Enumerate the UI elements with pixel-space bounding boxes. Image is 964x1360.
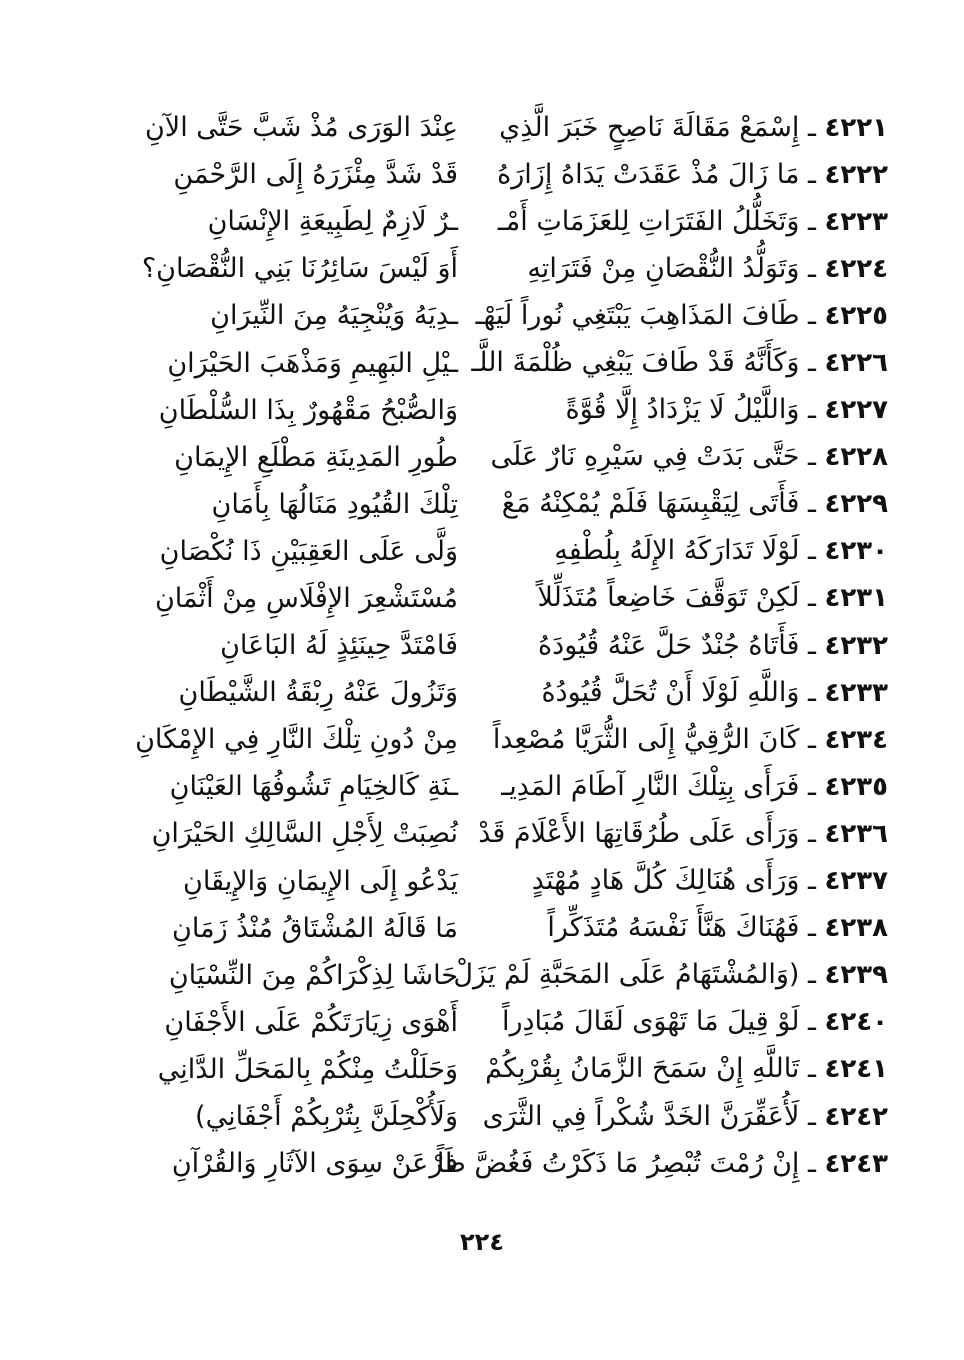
second-hemistich: ـدِيَهُ وَيُنْجِيَهُ مِنَ النِّيرَانِ [210,300,458,332]
verse-separator: ـ [799,770,825,802]
first-hemistich [500,386,888,434]
verse-row [92,669,888,716]
verse-number: ٤٢٢١ [824,112,888,143]
second-hemistich: قَدْ شَدَّ مِئْزَرَهُ إِلَى الرَّحْمَنِ [173,159,458,191]
first-hemistich-text: وَرَأَى عَلَى طُرُقَاتِهَا الأَعْلَامَ قَدْ [478,817,800,849]
first-hemistich [500,527,888,575]
first-hemistich-text: وَاللَّهِ لَوْلَا أَنْ تُحَلَّ قُيُودُهُ [541,676,800,708]
first-hemistich [492,716,888,764]
first-hemistich-text: فَأَتَى لِيَقْبِسَهَا فَلَمْ يُمْكِنْهُ مَعْ [501,488,800,520]
verse-number: ٤٢٣٠ [824,536,888,567]
verse-number: ٤٢٣٥ [824,771,888,802]
verse-number: ٤٢٢٢ [824,159,888,190]
first-hemistich [485,1045,888,1093]
first-hemistich-text: وَاللَّيْلُ لَا يَزْدَادُ إِلَّا قُوَّةً [565,394,800,426]
verse-number: ٤٢٤١ [824,1054,888,1085]
verse-number: ٤٢٤٢ [824,1101,888,1132]
first-hemistich-text: فَرَأَى بِتِلْكَ النَّارِ آطَامَ المَدِيـ [501,770,800,802]
verse-separator: ـ [799,111,825,143]
second-hemistich: فَامْتَدَّ حِينَئِذٍ لَهُ البَاعَانِ [220,630,458,662]
verse-number: ٤٢٣١ [824,583,888,614]
verse-row [92,716,888,763]
second-hemistich: وَلَأُكْحِلَنَّ بِتُرْبِكُمْ أَجْفَانِي) [195,1101,458,1133]
verse-separator: ـ [799,723,825,755]
first-hemistich [500,857,888,905]
second-hemistich: ـيْلِ البَهِيمِ وَمَذْهَبَ الحَيْرَانِ [167,347,458,379]
first-hemistich [482,1093,888,1141]
verse-separator: ـ [799,299,825,331]
second-hemistich: حَاشَا لِذِكْرَاكُمْ مِنَ النِّسْيَانِ [168,959,458,991]
first-hemistich [478,810,888,858]
verse-separator: ـ [799,394,825,426]
second-hemistich: مَا قَالَهُ المُشْتَاقُ مُنْذُ زَمَانِ [172,912,458,944]
verse-row [92,763,888,810]
verse-row [92,1046,888,1093]
verse-row [92,528,888,575]
verse-separator: ـ [799,252,825,284]
first-hemistich-text: لَوْ قِيلَ مَا تَهْوَى لَقَالَ مُبَادِراً [501,1006,800,1038]
verse-separator: ـ [799,959,825,991]
verse-separator: ـ [799,817,825,849]
verse-separator: ـ [799,582,825,614]
page-number: ٢٢٤ [460,1228,504,1256]
verse-row [92,810,888,857]
verse-separator: ـ [799,629,825,661]
verse-separator: ـ [799,1147,825,1179]
verse-row [92,387,888,434]
first-hemistich [500,622,888,670]
first-hemistich [500,998,888,1046]
verse-row [92,339,888,386]
verse-row [92,292,888,339]
verse-separator: ـ [799,1006,825,1038]
second-hemistich: تِلْكَ القُيُودِ مَنَالُهَا بِأَمَانِ [211,488,458,520]
first-hemistich-text: إِنْ رُمْتَ تُبْصِرُ مَا ذَكَرْتُ فَغُضَّ طَرْ [429,1147,800,1179]
second-hemistich: نُصِبَتْ لِأَجْلِ السَّالِكِ الحَيْرَانِ [151,818,458,850]
second-hemistich: أَهْوَى زِيَارَتَكُمْ عَلَى الأَجْفَانِ [164,1006,458,1038]
verse-separator: ـ [799,158,825,190]
first-hemistich-text: فَهُنَاكَ هَنَّأَ نَفْسَهُ مُتَذَكِّراً [547,912,800,944]
first-hemistich-text: (وَالمُشْتَهَامُ عَلَى المَحَبَّةِ لَمْ يَزَلْ [453,959,800,991]
verse-row [92,905,888,952]
first-hemistich-text: وَرَأَى هُنَالِكَ كُلَّ هَادٍ مُهْتَدٍ [531,865,800,897]
verse-number: ٤٢٣٧ [824,866,888,897]
first-hemistich-text: كَانَ الرُّقِيُّ إِلَى الثُّرَيَّا مُصْعِداً [492,723,800,755]
second-hemistich: وَلَّى عَلَى العَقِبَيْنِ ذَا نُكْصَانِ [159,535,458,567]
first-hemistich-text: لَأُعَفِّرَنَّ الخَدَّ شُكْراً فِي الثَّرَى [482,1100,800,1132]
second-hemistich: مُسْتَشْعِرَ الإِفْلَاسِ مِنْ أَثْمَانِ [154,582,458,614]
verse-row [92,999,888,1046]
verse-separator: ـ [799,912,825,944]
verse-number: ٤٢٣٦ [824,818,888,849]
verse-row [92,245,888,292]
first-hemistich [500,904,888,952]
first-hemistich-text: حَتَّى بَدَتْ فِي سَيْرِهِ نَارٌ عَلَى [490,441,800,473]
first-hemistich-text: وَتَخَلُّلُ الفَتَرَاتِ لِلعَزَمَاتِ أَمْـ [497,205,800,237]
verse-separator: ـ [799,1053,825,1085]
verse-number: ٤٢٣٨ [824,913,888,944]
first-hemistich [500,245,888,293]
second-hemistich: ـرٌ لَازِمٌ لِطَبِيعَةِ الإِنْسَانِ [207,206,458,238]
verse-row [92,575,888,622]
second-hemistich: مِنْ دُونِ تِلْكَ النَّارِ فِي الإِمْكَانِ [135,724,458,756]
poem-verses [92,104,888,1187]
first-hemistich [471,339,888,387]
verse-number: ٤٢٣٤ [824,724,888,755]
verse-separator: ـ [799,488,825,520]
second-hemistich: فاً عَنْ سِوَى الآثَارِ وَالقُرْآنِ [171,1148,458,1180]
verse-row [92,198,888,245]
verse-separator: ـ [799,205,825,237]
verse-row [92,481,888,528]
verse-number: ٤٢٢٤ [824,253,888,284]
verse-separator: ـ [799,1100,825,1132]
verse-number: ٤٢٢٦ [824,348,888,379]
first-hemistich [453,951,888,999]
verse-row [92,1093,888,1140]
verse-number: ٤٢٢٩ [824,489,888,520]
first-hemistich [490,433,888,481]
first-hemistich [500,104,888,152]
second-hemistich: أَوَ لَيْسَ سَائِرُنَا بَنِي النُّقْصَانِ؟ [141,253,458,285]
second-hemistich: عِنْدَ الوَرَى مُذْ شَبَّ حَتَّى الآنِ [144,112,458,144]
first-hemistich-text: لَكِنْ تَوَقَّفَ خَاضِعاً مُتَذَلِّلاً [537,582,800,614]
verse-row [92,151,888,198]
verse-number: ٤٢٢٥ [824,300,888,331]
verse-separator: ـ [799,535,825,567]
second-hemistich: يَدْعُو إِلَى الإِيمَانِ وَالإِيقَانِ [183,865,458,897]
verse-number: ٤٢٢٨ [824,442,888,473]
verse-separator: ـ [799,865,825,897]
verse-number: ٤٢٤٠ [824,1007,888,1038]
verse-number: ٤٢٢٧ [824,395,888,426]
verse-row [92,622,888,669]
first-hemistich-text: لَوْلَا تَدَارَكَهُ الإِلَهُ بِلُطْفِهِ [554,535,800,567]
first-hemistich [497,198,888,246]
first-hemistich [500,574,888,622]
second-hemistich: وَتَزُولَ عَنْهُ رِبْقَةُ الشَّيْطَانِ [178,677,458,709]
second-hemistich: وَالصُّبْحُ مَقْهُورٌ بِذَا السُّلْطَانِ [158,394,458,426]
first-hemistich-text: طَافَ المَذَاهِبَ يَبْتَغِي نُوراً لَيَهْـ [475,299,800,331]
first-hemistich [500,763,888,811]
verse-row [92,104,888,151]
verse-separator: ـ [799,676,825,708]
verse-number: ٤٢٢٣ [824,206,888,237]
first-hemistich-text: فَأَتَاهُ جُنْدٌ حَلَّ عَنْهُ قُيُودَهُ [538,629,800,661]
first-hemistich [500,669,888,717]
verse-row [92,434,888,481]
verse-row [92,952,888,999]
first-hemistich [429,1140,888,1188]
verse-number: ٤٢٣٣ [824,677,888,708]
first-hemistich-text: إِسْمَعْ مَقَالَةَ نَاصِحٍ خَبَرَ الَّذِي [499,111,800,143]
verse-number: ٤٢٣٩ [824,960,888,991]
first-hemistich [475,292,888,340]
second-hemistich: طُورِ المَدِينَةِ مَطْلَعِ الإِيمَانِ [174,441,458,473]
first-hemistich [500,480,888,528]
verse-separator: ـ [799,347,825,379]
first-hemistich-text: وَكَأَنَّهُ قَدْ طَافَ يَبْغِي ظُلْمَةَ اللَّـ [471,347,800,379]
verse-separator: ـ [799,441,825,473]
first-hemistich-text: تَاللَّهِ إِنْ سَمَحَ الزَّمَانُ بِقُرْبِكُمْ [485,1053,800,1085]
verse-number: ٤٢٤٣ [824,1148,888,1179]
verse-number: ٤٢٣٢ [824,630,888,661]
second-hemistich: وَحَلَلْتُ مِنْكُمْ بِالمَحَلِّ الدَّانِي [157,1053,458,1085]
first-hemistich-text: مَا زَالَ مُذْ عَقَدَتْ يَدَاهُ إِزَارَهُ [497,158,800,190]
first-hemistich-text: وَتَوَلُّدُ النُّقْصَانِ مِنْ فَتَرَاتِهِ [527,252,800,284]
verse-row [92,858,888,905]
verse-row [92,1140,888,1187]
second-hemistich: ـنَةِ كَالخِيَامِ تَشُوفُهَا العَيْنَانِ [169,771,458,803]
first-hemistich [497,151,888,199]
